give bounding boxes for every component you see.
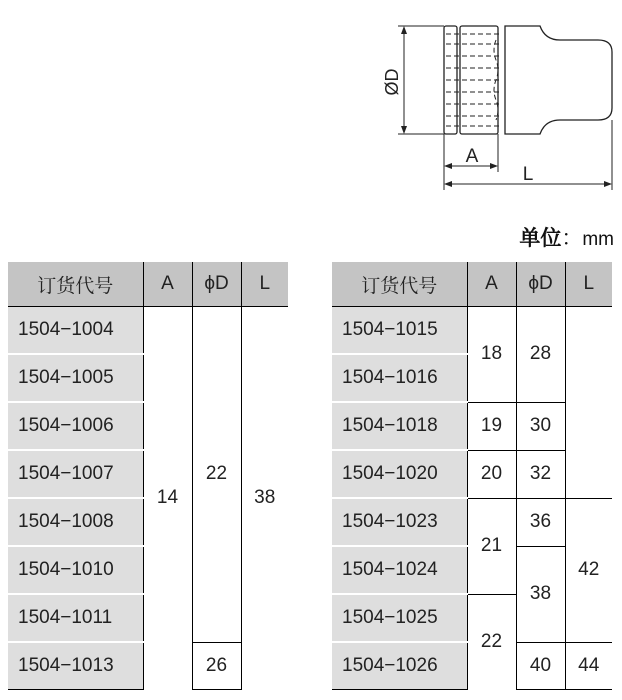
header-a: A — [467, 262, 516, 307]
unit-colon: ： — [561, 227, 583, 250]
table-row — [8, 307, 288, 355]
d-value: 32 — [516, 450, 565, 498]
header-order-code: 订货代号 — [8, 262, 143, 307]
unit-prefix: 单位 — [519, 227, 562, 250]
spec-table-left — [8, 262, 288, 690]
d-value: 36 — [516, 498, 565, 546]
order-code: 1504−1005 — [8, 354, 143, 402]
unit-label — [519, 222, 614, 252]
table-header-row — [332, 262, 612, 307]
header-d: ϕD — [516, 262, 565, 307]
d-value: 28 — [516, 307, 565, 403]
header-l: L — [565, 262, 612, 307]
a-value: 18 — [467, 307, 516, 403]
a-value: 20 — [467, 450, 516, 498]
header-a: A — [143, 262, 192, 307]
a-value: 14 — [143, 307, 192, 690]
order-code: 1504−1025 — [332, 594, 467, 642]
d-value: 22 — [192, 307, 241, 643]
socket-body — [505, 26, 612, 134]
order-code: 1504−1013 — [8, 642, 143, 690]
header-order-code: 订货代号 — [332, 262, 467, 307]
a-value: 22 — [467, 594, 516, 690]
order-code: 1504−1016 — [332, 354, 467, 402]
d-value: 26 — [192, 642, 241, 690]
a-value: 21 — [467, 498, 516, 594]
unit-value: mm — [582, 229, 614, 250]
spec-table-right — [332, 262, 612, 690]
order-code: 1504−1020 — [332, 450, 467, 498]
order-code: 1504−1024 — [332, 546, 467, 594]
l-value: 42 — [565, 498, 612, 642]
order-code: 1504−1011 — [8, 594, 143, 642]
table-header-row — [8, 262, 288, 307]
a-value: 19 — [467, 402, 516, 450]
table-row — [332, 307, 612, 355]
diameter-label: ØD — [382, 68, 402, 96]
table-row — [332, 498, 612, 546]
order-code: 1504−1010 — [8, 546, 143, 594]
order-code: 1504−1023 — [332, 498, 467, 546]
order-code: 1504−1007 — [8, 450, 143, 498]
order-code: 1504−1004 — [8, 307, 143, 355]
order-code: 1504−1018 — [332, 402, 467, 450]
l-value: 38 — [241, 307, 288, 690]
order-code: 1504−1006 — [8, 402, 143, 450]
d-value: 30 — [516, 402, 565, 450]
order-code: 1504−1015 — [332, 307, 467, 355]
l-value-empty — [565, 307, 612, 499]
order-code: 1504−1026 — [332, 642, 467, 690]
d-value: 38 — [516, 546, 565, 642]
socket-dimension-drawing — [0, 0, 622, 205]
l-dimension-label: L — [522, 164, 534, 185]
header-l: L — [241, 262, 288, 307]
order-code: 1504−1008 — [8, 498, 143, 546]
d-value: 40 — [516, 642, 565, 690]
a-dimension-label: A — [465, 146, 479, 167]
l-value: 44 — [565, 642, 612, 690]
header-d: ϕD — [192, 262, 241, 307]
